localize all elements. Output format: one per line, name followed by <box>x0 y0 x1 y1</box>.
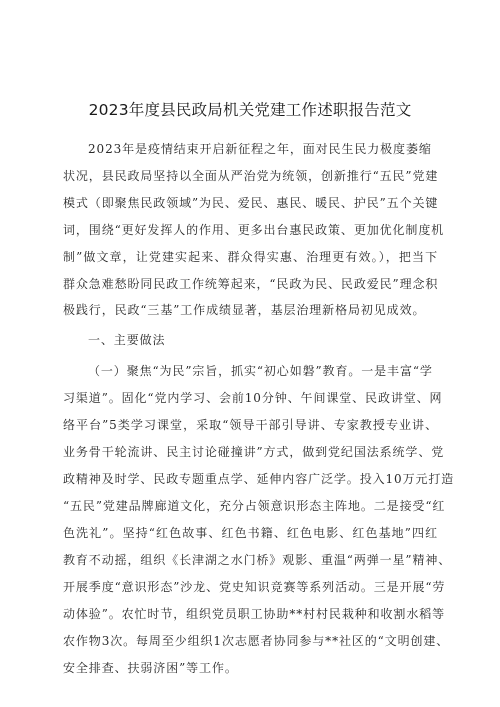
section-heading: 一、主要做法 <box>88 333 166 347</box>
paragraph-line: 教育不动摇，组织《长津湖之水门桥》观影、重温“两弹一星”精神、 <box>63 553 452 567</box>
paragraph-line: 政精神及时学、民政专题重点学、延伸内容广泛学。投入10万元打造 <box>63 472 455 486</box>
paragraph-line: 制”做文章，让党建实起来、群众得实惠、治理更有效。），把当下 <box>63 250 438 264</box>
paragraph-line: （一）聚焦“为民”宗旨，抓实“初心如磐”教育。一是丰富“学 <box>88 364 433 378</box>
paragraph-line: 极践行，民政“三基”工作成绩显著，基层治理新格局初见成效。 <box>63 303 426 317</box>
paragraph-line: 农作物3次。每周至少组织1次志愿者协同参与**社区的“文明创建、 <box>63 634 450 648</box>
paragraph-line: 业务骨干轮流讲、民主讨论碰撞讲”方式，做到党纪国法系统学、党 <box>63 445 445 459</box>
paragraph-line: 动体验”。农忙时节，组织党员职工协助**村村民栽种和收割水稻等 <box>63 607 446 621</box>
paragraph-line: 群众急难愁盼同民政工作统筹起来，“民政为民、民政爱民”理念积 <box>63 277 439 291</box>
paragraph-line: 模式（即聚焦民政领域”为民、爱民、惠民、暖民、护民”五个关键 <box>63 196 439 210</box>
document-title: 2023年度县民政局机关党建工作述职报告范文 <box>88 101 412 119</box>
paragraph-line: 词，围绕“更好发挥人的作用、更多出台惠民政策、更加优化制度机 <box>63 223 445 237</box>
paragraph-line: 络平台”5类学习课堂，采取“领导干部引导讲、专家教授专业讲、 <box>63 418 438 432</box>
paragraph-line: 色洗礼”。坚持“红色故事、红色书籍、红色电影、红色基地”四红 <box>63 526 438 540</box>
paragraph-line: 习渠道”。固化“党内学习、会前10分钟、午间课堂、民政讲堂、网 <box>63 391 443 405</box>
paragraph-line: “五民”党建品牌廊道文化，充分占领意识形态主阵地。二是接受“红 <box>63 499 446 513</box>
paragraph-line: 2023年是疫情结束开启新征程之年，面对民生民力极度萎缩 <box>88 142 432 156</box>
paragraph-line: 开展季度“意识形态”沙龙、党史知识竞赛等系列活动。三是开展“劳 <box>63 580 446 594</box>
paragraph-line: 状况，县民政局坚持以全面从严治党为统领，创新推行“五民”党建 <box>63 169 439 183</box>
paragraph-line: 安全排查、扶弱济困”等工作。 <box>63 661 238 675</box>
